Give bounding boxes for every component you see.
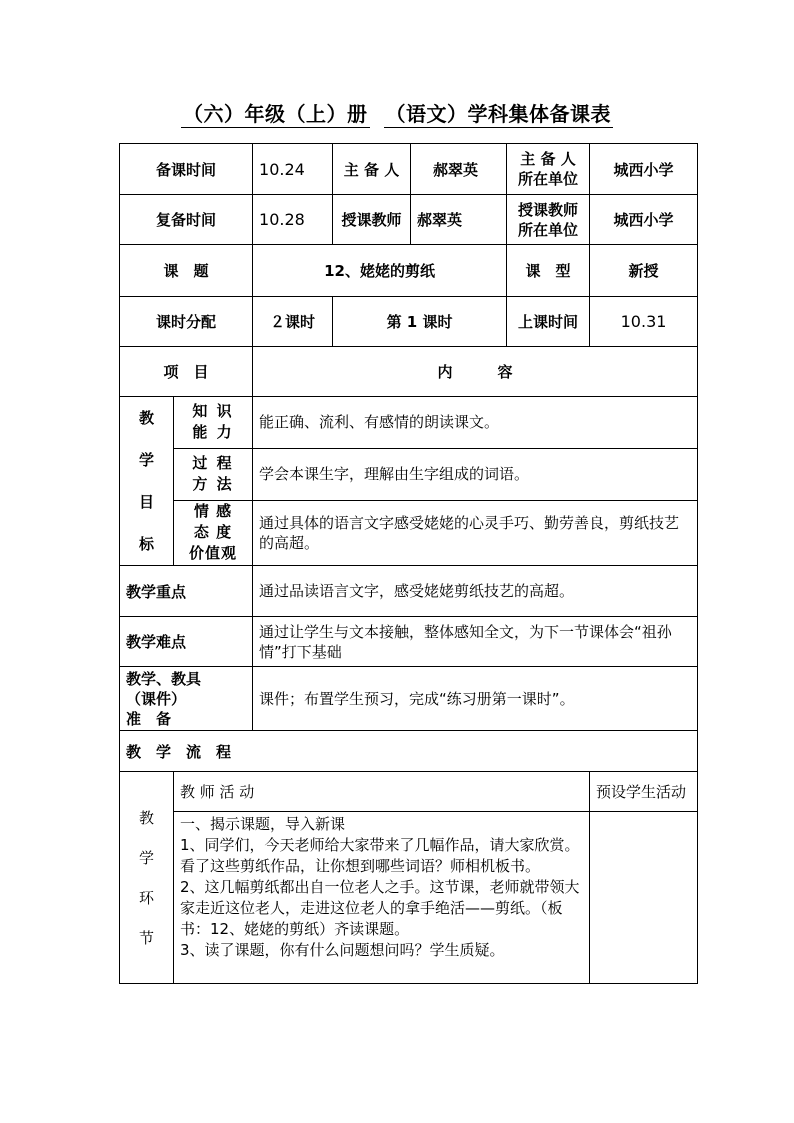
prep-time-label: 备课时间 xyxy=(120,144,253,195)
lead-unit-label-line2: 所在单位 xyxy=(518,170,579,188)
period-label: 课时分配 xyxy=(120,297,253,347)
goals-side-char: 教 xyxy=(138,409,154,427)
teacher-unit-label-line2: 所在单位 xyxy=(518,220,579,239)
teacher-unit-label-line1: 授课教师 xyxy=(518,200,579,219)
goal-label-process xyxy=(174,448,253,500)
page-title xyxy=(0,98,794,127)
row-lesson xyxy=(120,245,698,297)
goal-row-emotion xyxy=(120,500,698,565)
lead-unit-value: 城西小学 xyxy=(590,144,698,195)
goal-row-knowledge xyxy=(120,397,698,449)
row-flow-content xyxy=(120,812,698,984)
lead-unit-label-line1: 主 备 人 xyxy=(520,150,576,168)
key-point-label: 教学重点 xyxy=(120,566,253,617)
row-difficulty xyxy=(120,617,698,667)
goal-label-knowledge xyxy=(174,397,253,449)
goals-side-char: 标 xyxy=(138,535,154,553)
student-activity-header: 预设学生活动 xyxy=(590,772,698,812)
difficulty-label: 教学难点 xyxy=(120,617,253,667)
flow-line: 2、这几幅剪纸都出自一位老人之手。这节课，老师就带领大家走近这位老人，走进这位老人的拿手绝活——剪纸。（板书：12、姥姥的剪纸）齐读课题。 xyxy=(180,878,580,938)
row-prep-time xyxy=(120,144,698,195)
type-label: 课 型 xyxy=(507,245,590,297)
prep-time-value: 10.24 xyxy=(253,144,333,195)
goal-label-line: 能 力 xyxy=(192,423,234,442)
teacher-activity-content xyxy=(174,812,590,984)
goal-label-line: 价值观 xyxy=(189,544,238,563)
flow-line: 一、揭示课题，导入新课 xyxy=(180,815,346,833)
row-review-time xyxy=(120,195,698,245)
period-value: ２课时 xyxy=(253,297,333,347)
goal-label-line: 方 法 xyxy=(192,475,234,494)
lesson-value: 12、姥姥的剪纸 xyxy=(253,245,507,297)
goals-side-label xyxy=(120,397,174,566)
teacher-activity-header: 教 师 活 动 xyxy=(174,772,590,812)
row-key-point xyxy=(120,566,698,617)
goal-text-process: 学会本课生字，理解由生字组成的词语。 xyxy=(253,448,698,500)
preparation-label-line1: 教学、教具 xyxy=(126,669,202,688)
teacher-value: 郝翠英 xyxy=(411,195,507,245)
title-subject: （语文）学科集体备课表 xyxy=(385,102,611,126)
type-value: 新授 xyxy=(590,245,698,297)
class-time-value: 10.31 xyxy=(590,297,698,347)
preparation-label-line2: （课件） xyxy=(126,689,187,708)
goal-label-line: 知 识 xyxy=(192,402,234,421)
goal-text-emotion: 通过具体的语言文字感受姥姥的心灵手巧、勤劳善良，剪纸技艺的高超。 xyxy=(253,500,698,565)
lead-preparer-value: 郝翠英 xyxy=(411,144,507,195)
goal-label-line: 过 程 xyxy=(192,454,234,473)
goals-side-char: 目 xyxy=(138,493,154,511)
key-point-text: 通过品读语言文字，感受姥姥剪纸技艺的高超。 xyxy=(253,566,698,617)
row-period xyxy=(120,297,698,347)
goals-side-char: 学 xyxy=(138,451,154,469)
flow-side-char: 环 xyxy=(138,888,154,907)
goal-label-emotion xyxy=(174,500,253,565)
goal-row-process xyxy=(120,448,698,500)
flow-side-char: 教 xyxy=(138,808,154,827)
lead-unit-label xyxy=(507,144,590,195)
preparation-label-line3: 准 备 xyxy=(126,709,172,728)
lead-preparer-label: 主 备 人 xyxy=(333,144,411,195)
row-flow-heading xyxy=(120,731,698,772)
teacher-label: 授课教师 xyxy=(333,195,411,245)
student-activity-content xyxy=(590,812,698,984)
preparation-label xyxy=(120,667,253,731)
row-preparation xyxy=(120,667,698,731)
goal-text-knowledge: 能正确、流利、有感情的朗读课文。 xyxy=(253,397,698,449)
row-flow-columns xyxy=(120,772,698,812)
review-time-label: 复备时间 xyxy=(120,195,253,245)
lesson-plan-table xyxy=(119,143,698,984)
row-items-header xyxy=(120,347,698,397)
title-grade: （六）年级（上）册 xyxy=(183,102,368,126)
difficulty-text: 通过让学生与文本接触，整体感知全文，为下一节课体会“祖孙情”打下基础 xyxy=(253,617,698,667)
teacher-unit-label xyxy=(507,195,590,245)
flow-heading: 教 学 流 程 xyxy=(120,731,698,772)
flow-side-label xyxy=(120,772,174,984)
flow-side-char: 节 xyxy=(138,928,154,947)
content-label: 内 容 xyxy=(253,347,698,397)
lesson-label: 课 题 xyxy=(120,245,253,297)
preparation-text: 课件；布置学生预习，完成“练习册第一课时”。 xyxy=(253,667,698,731)
teacher-unit-value: 城西小学 xyxy=(590,195,698,245)
item-label: 项 目 xyxy=(120,347,253,397)
class-time-label: 上课时间 xyxy=(507,297,590,347)
flow-side-char: 学 xyxy=(138,848,154,867)
flow-line: 1、同学们，今天老师给大家带来了几幅作品，请大家欣赏。看了这些剪纸作品，让你想到哪些词语？师相机板书。 xyxy=(180,836,580,875)
current-period: 第 1 课时 xyxy=(333,297,507,347)
review-time-value: 10.28 xyxy=(253,195,333,245)
goal-label-line: 态 度 xyxy=(193,523,233,542)
goal-label-line: 情 感 xyxy=(193,502,233,521)
flow-line: 3、读了课题，你有什么问题想问吗？学生质疑。 xyxy=(180,941,505,959)
